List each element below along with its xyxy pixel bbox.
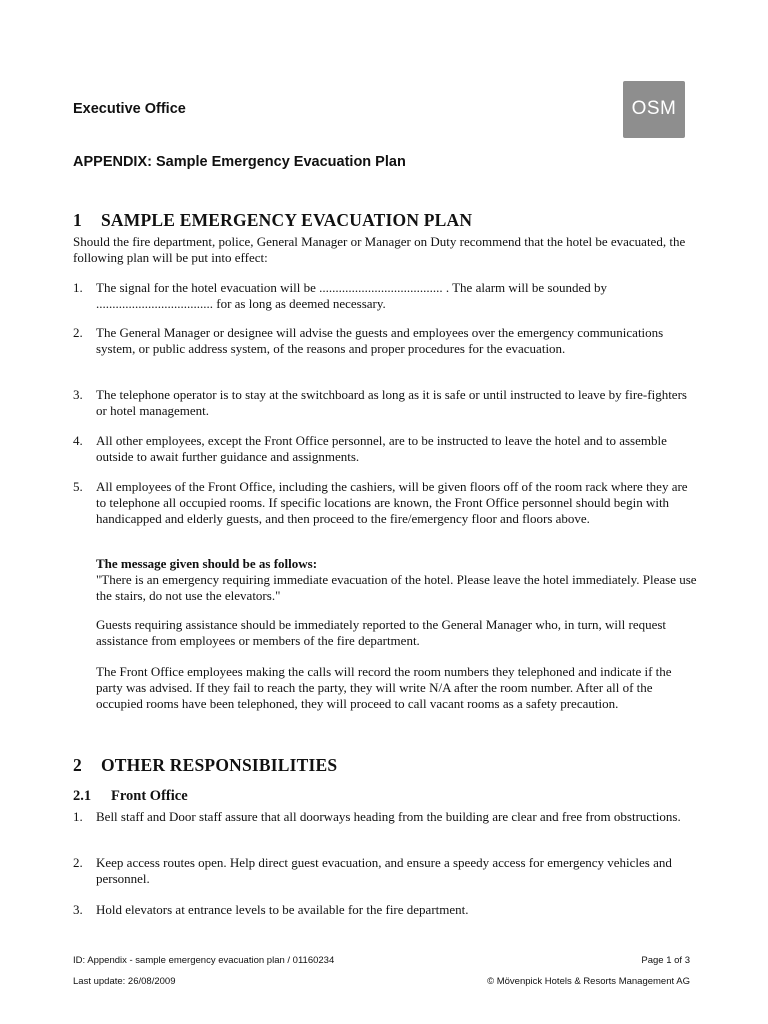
footer-last-update: Last update: 26/08/2009 bbox=[73, 976, 176, 987]
list-item-text: All other employees, except the Front Office personnel, are to be instructed to leave the hotel and to assemble outside to await further guidance and assignments. bbox=[96, 433, 667, 464]
list-item bbox=[73, 280, 698, 312]
section-1-number: 1 bbox=[73, 210, 82, 230]
list-item-text: The General Manager or designee will advise the guests and employees over the emergency communications system, or public address system, of the reasons and proper procedures for the evacuation. bbox=[96, 325, 664, 356]
osm-logo bbox=[623, 81, 685, 138]
section-2-title: OTHER RESPONSIBILITIES bbox=[101, 755, 338, 775]
subsection-number: 2.1 bbox=[73, 788, 92, 804]
message-text: "There is an emergency requiring immediate evacuation of the hotel. Please leave the hotel immediately. Please use the stairs, do not use the elevators." bbox=[96, 572, 697, 603]
list-item bbox=[73, 855, 698, 887]
list-item-text: All employees of the Front Office, including the cashiers, will be given floors off of the room rack where they are to telephone all occupied rooms. If specific locations are known, the Front Office personnel should begin with handicapped and elderly guests, and then proceed to the fire/emergency floor and floors above. bbox=[96, 479, 688, 526]
list-item-number: 3. bbox=[73, 387, 83, 402]
section-1-title: SAMPLE EMERGENCY EVACUATION PLAN bbox=[101, 210, 473, 230]
list-item-number: 1. bbox=[73, 809, 83, 824]
section-2-heading bbox=[73, 755, 337, 776]
list-item-text: Keep access routes open. Help direct guest evacuation, and ensure a speedy access for emergency vehicles and personnel. bbox=[96, 855, 672, 886]
list-item bbox=[73, 325, 698, 357]
list-item bbox=[73, 479, 698, 527]
list-item bbox=[73, 433, 698, 465]
footer-page-number: Page 1 of 3 bbox=[641, 955, 690, 966]
subsection-title: Front Office bbox=[111, 788, 188, 804]
list-item-number: 2. bbox=[73, 325, 83, 340]
list-item-number: 2. bbox=[73, 855, 83, 870]
list-item-number: 5. bbox=[73, 479, 83, 494]
list-item-number: 3. bbox=[73, 902, 83, 917]
footer-copyright: © Mövenpick Hotels & Resorts Management AG bbox=[487, 976, 690, 987]
list-item-text: Bell staff and Door staff assure that all doorways heading from the building are clear and free from obstructions. bbox=[96, 809, 681, 824]
list-item-number: 1. bbox=[73, 280, 83, 295]
message-block bbox=[96, 556, 701, 604]
subsection-heading bbox=[73, 788, 188, 805]
section-2-number: 2 bbox=[73, 755, 82, 775]
list-item-text: The telephone operator is to stay at the switchboard as long as it is safe or until instructed to leave by fire-fighters or hotel management. bbox=[96, 387, 687, 418]
list-item-number: 4. bbox=[73, 433, 83, 448]
logo-text: OSM bbox=[631, 98, 677, 119]
office-title: Executive Office bbox=[73, 101, 186, 117]
assistance-paragraph: Guests requiring assistance should be immediately reported to the General Manager who, in turn, will request assistance from employees or members of the fire department. bbox=[96, 617, 667, 648]
section-1-heading bbox=[73, 210, 472, 231]
front-office-paragraph: The Front Office employees making the calls will record the room numbers they telephoned and indicate if the party was advised. If they fail to reach the party, they will write N/A after the room number. After all of the occupied rooms have been telephoned, they will proceed to call vacant rooms as a safety precaution. bbox=[96, 664, 672, 711]
message-heading: The message given should be as follows: bbox=[96, 556, 318, 571]
list-item bbox=[73, 902, 698, 918]
appendix-title: APPENDIX: Sample Emergency Evacuation Plan bbox=[73, 154, 406, 170]
list-item bbox=[73, 387, 698, 419]
list-item bbox=[73, 809, 698, 825]
list-item-text: Hold elevators at entrance levels to be available for the fire department. bbox=[96, 902, 469, 917]
list-item-text: The signal for the hotel evacuation will be ...................................... . The alarm will be sounded by .................................... for as long as deemed necessary. bbox=[96, 280, 607, 311]
section-1-intro: Should the fire department, police, General Manager or Manager on Duty recommend that the hotel be evacuated, the following plan will be put into effect: bbox=[73, 234, 686, 265]
footer-doc-id: ID: Appendix - sample emergency evacuation plan / 01160234 bbox=[73, 955, 335, 966]
